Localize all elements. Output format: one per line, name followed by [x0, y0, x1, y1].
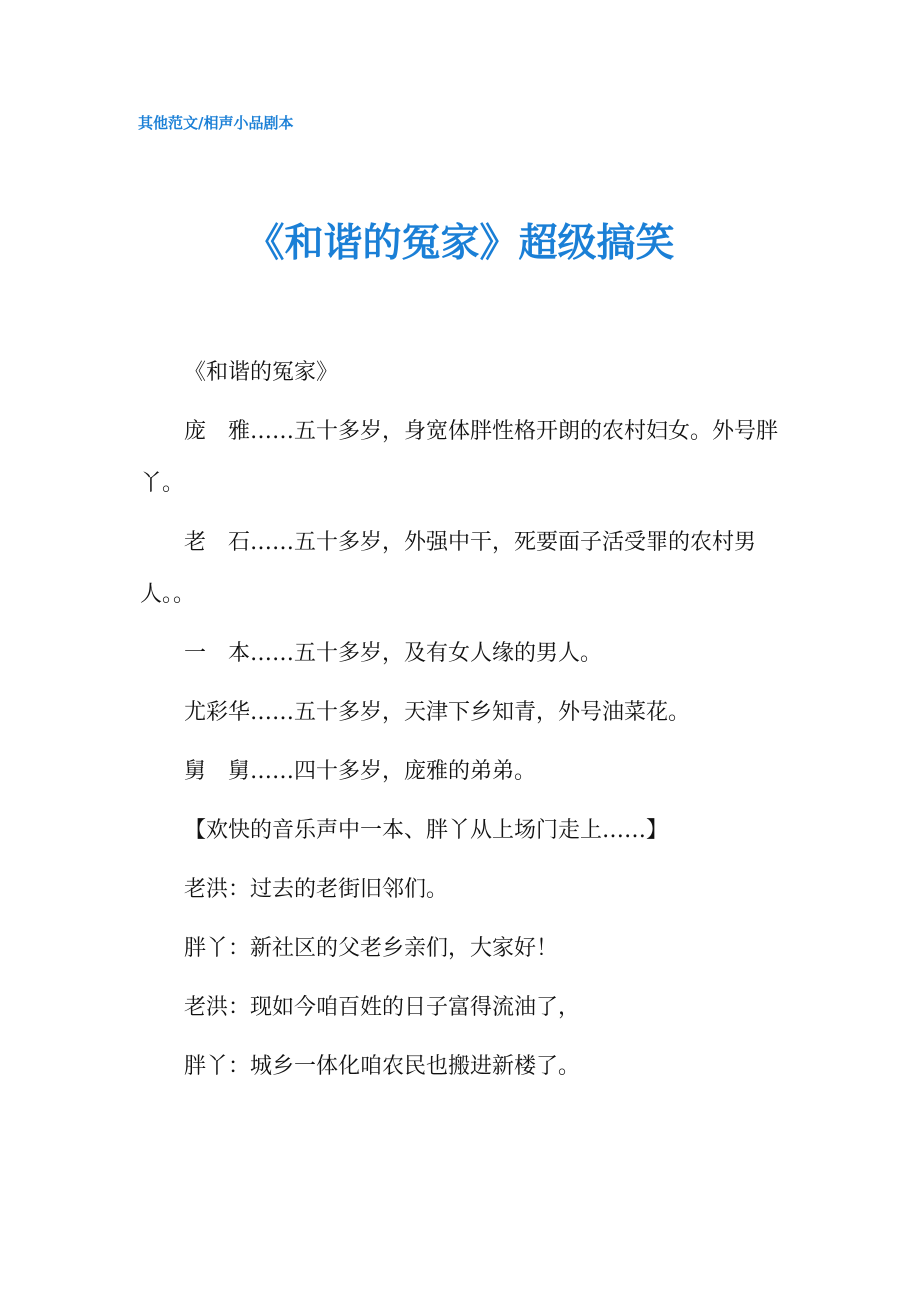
paragraph-dialogue-line: 老洪：现如今咱百姓的日子富得流油了， [184, 995, 581, 1020]
document-body [140, 343, 790, 1096]
category-breadcrumb: 其他范文/相声小品剧本 [138, 114, 294, 132]
paragraph-dialogue-line: 老洪：过去的老街旧邻们。 [184, 877, 449, 902]
paragraph-character-youcaihua: 尤彩华……五十多岁，天津下乡知青，外号油菜花。 [184, 700, 691, 725]
paragraph-character-jiujiu: 舅 舅……四十多岁，庞雅的弟弟。 [184, 759, 537, 784]
paragraph-dialogue-line: 胖丫：新社区的父老乡亲们，大家好！ [184, 936, 559, 961]
paragraph-character-pangya: 庞 雅……五十多岁，身宽体胖性格开朗的农村妇女。外号胖丫。 [140, 419, 779, 496]
paragraph-dialogue-line: 胖丫：城乡一体化咱农民也搬进新楼了。 [184, 1054, 581, 1079]
paragraph-stage-direction: 【欢快的音乐声中一本、胖丫从上场门走上……】 [184, 818, 669, 843]
document-title: 《和谐的冤家》超级搞笑 [245, 221, 675, 266]
paragraph-play-title: 《和谐的冤家》 [184, 360, 339, 385]
paragraph-character-yiben: 一 本……五十多岁，及有女人缘的男人。 [184, 641, 603, 666]
paragraph-character-laoshi: 老 石……五十多岁，外强中干，死要面子活受罪的农村男人。。 [140, 530, 757, 607]
